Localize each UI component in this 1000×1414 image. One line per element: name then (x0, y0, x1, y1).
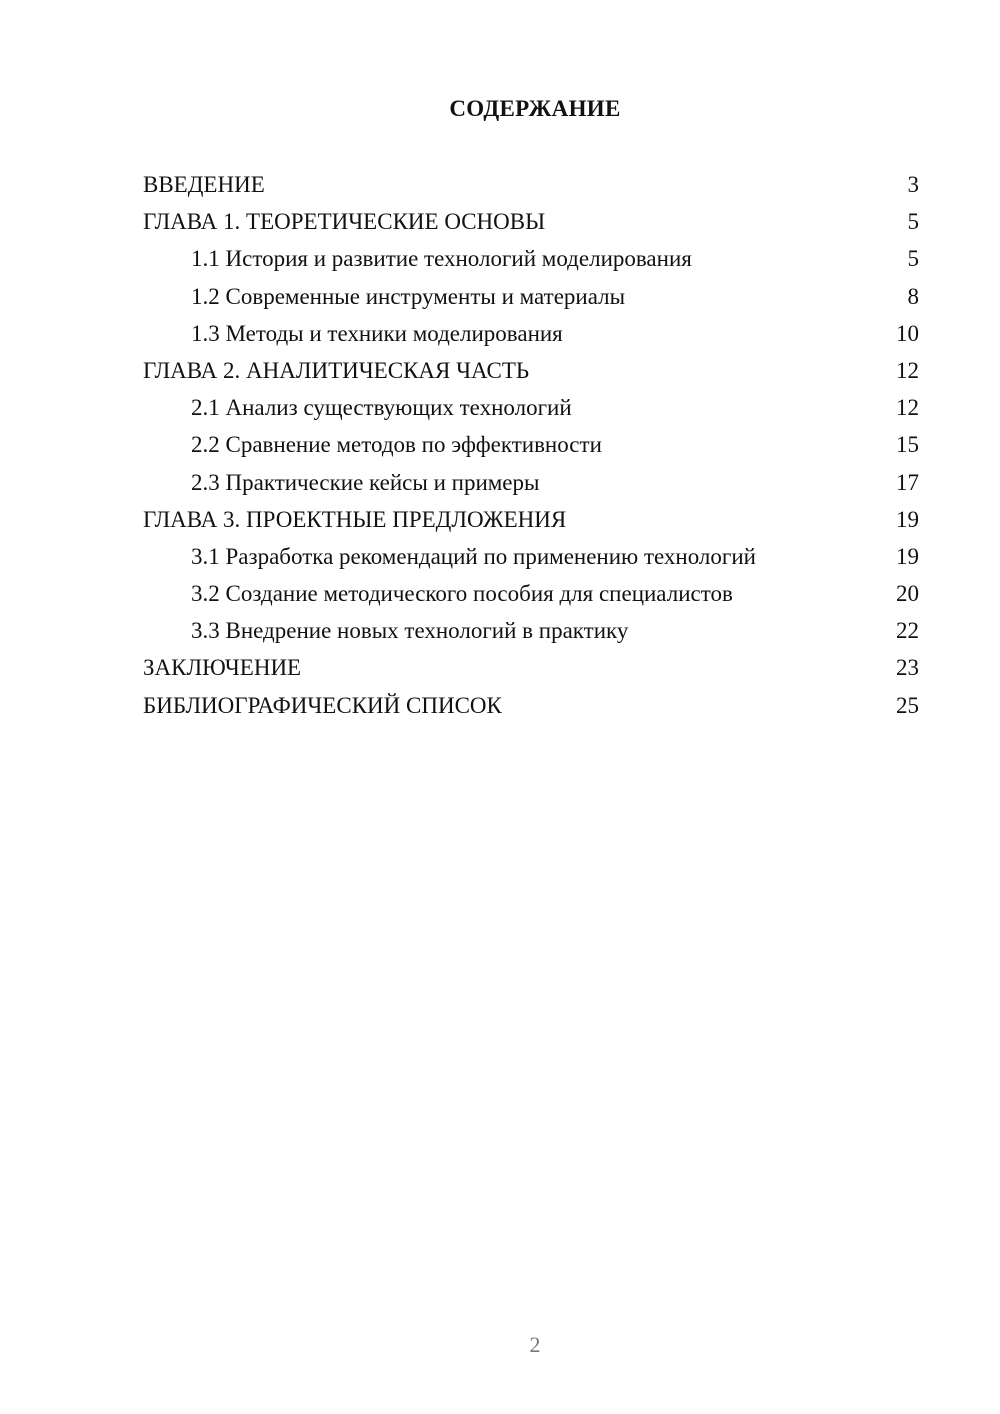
toc-entry-page: 12 (896, 357, 919, 383)
toc-entry-page: 12 (896, 395, 919, 421)
toc-entry-page: 22 (896, 618, 919, 644)
toc-entry-page: 17 (896, 469, 919, 495)
toc-entry-section-3-3 (143, 612, 919, 649)
toc-entry-section-2-3 (143, 464, 919, 501)
toc-entry-label: 2.1 Анализ существующих технологий (191, 395, 572, 421)
toc-entry-page: 8 (907, 283, 919, 309)
toc-entry-page: 25 (896, 692, 919, 718)
toc-entry-section-2-1 (143, 389, 919, 426)
toc-entry-label: ЗАКЛЮЧЕНИЕ (143, 655, 302, 681)
toc-entry-page: 10 (896, 320, 919, 346)
page-number: 2 (529, 1332, 541, 1357)
toc-entry-label: 3.2 Создание методического пособия для специалистов (191, 581, 733, 607)
toc-entry-label: 2.3 Практические кейсы и примеры (191, 469, 540, 495)
toc-entry-page: 3 (907, 172, 919, 197)
toc-entry-label: 3.1 Разработка рекомендаций по применению технологий (191, 543, 756, 569)
toc-entry-chapter-2 (143, 352, 919, 389)
toc-entry-bibliography (143, 687, 919, 724)
toc-entry-page: 23 (896, 655, 919, 681)
toc-entry-section-1-1 (143, 240, 919, 277)
toc-entry-page: 19 (896, 506, 919, 532)
toc-entry-label: 1.3 Методы и техники моделирования (191, 320, 563, 346)
toc-entry-label: БИБЛИОГРАФИЧЕСКИЙ СПИСОК (143, 692, 502, 718)
table-of-contents (143, 166, 919, 724)
toc-entry-page: 15 (896, 432, 919, 458)
toc-entry-label: 2.2 Сравнение методов по эффективности (191, 432, 602, 458)
toc-entry-label: ГЛАВА 3. ПРОЕКТНЫЕ ПРЕДЛОЖЕНИЯ (143, 506, 567, 532)
toc-entry-label: 1.1 История и развитие технологий моделирования (191, 246, 692, 272)
toc-entry-section-3-2 (143, 575, 919, 612)
toc-entry-chapter-1 (143, 203, 919, 240)
toc-entry-page: 19 (896, 543, 919, 569)
toc-entry-section-1-3 (143, 315, 919, 352)
toc-entry-page: 5 (907, 209, 919, 235)
toc-entry-label: ВВЕДЕНИЕ (143, 172, 265, 197)
toc-entry-label: ГЛАВА 1. ТЕОРЕТИЧЕСКИЕ ОСНОВЫ (143, 209, 546, 235)
toc-entry-chapter-3 (143, 501, 919, 538)
toc-entry-label: 1.2 Современные инструменты и материалы (191, 283, 626, 309)
toc-entry-label: 3.3 Внедрение новых технологий в практику (191, 618, 629, 644)
toc-entry-section-3-1 (143, 538, 919, 575)
toc-entry-page: 20 (896, 581, 919, 607)
toc-entry-label: ГЛАВА 2. АНАЛИТИЧЕСКАЯ ЧАСТЬ (143, 357, 530, 383)
toc-entry-page: 5 (907, 246, 919, 272)
toc-entry-section-1-2 (143, 278, 919, 315)
toc-entry-conclusion (143, 649, 919, 686)
page-title: СОДЕРЖАНИЕ (449, 96, 621, 121)
toc-entry-introduction (143, 166, 919, 203)
toc-entry-section-2-2 (143, 426, 919, 463)
